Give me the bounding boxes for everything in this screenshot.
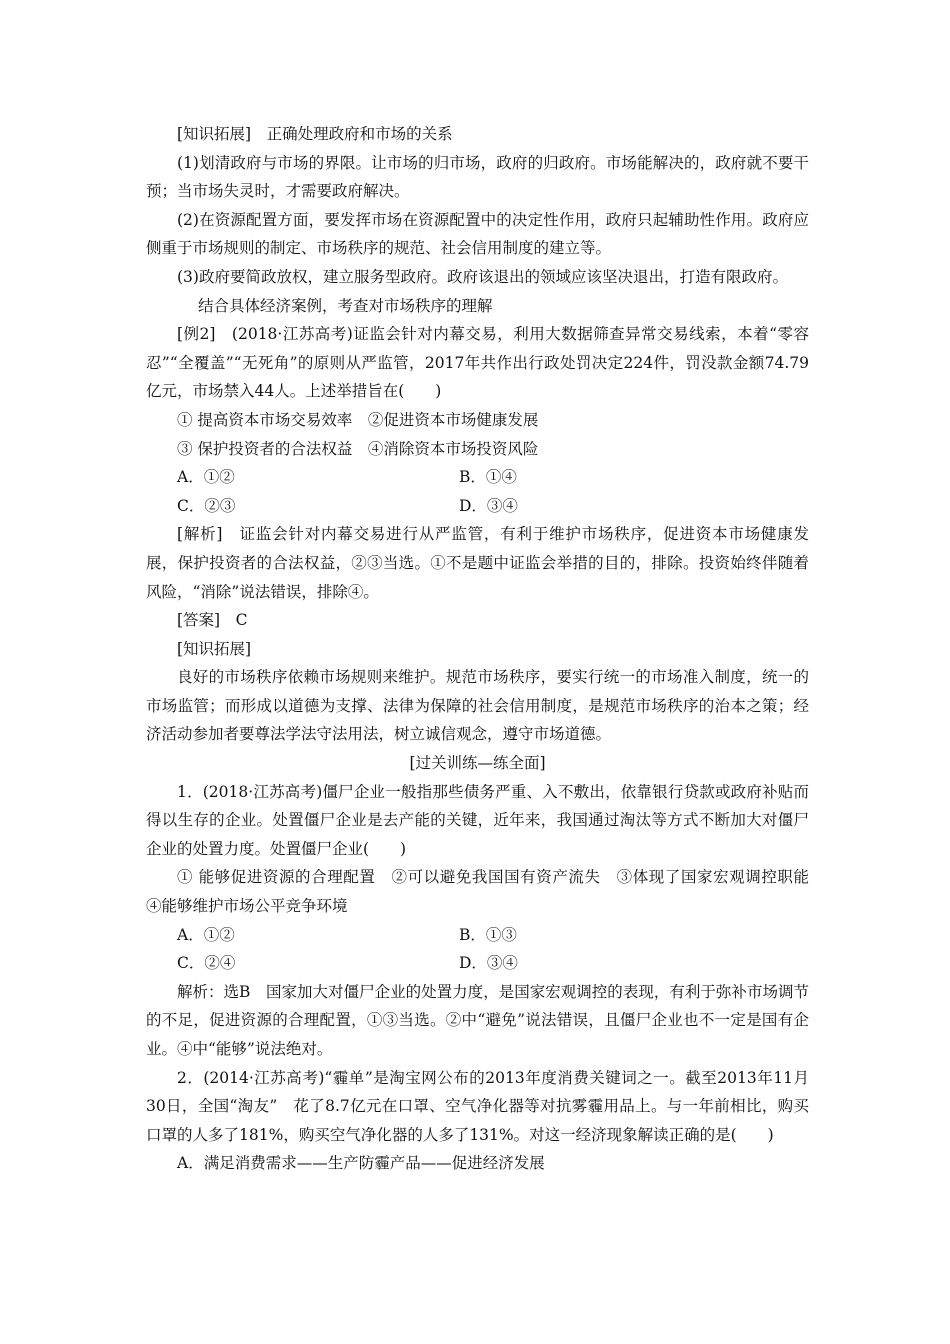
document-content	[146, 120, 825, 1178]
example-option-b: B．①④	[459, 468, 517, 487]
knowledge-item-3: (3)政府要简政放权，建立服务型政府。政府该退出的领域应该坚决退出，打造有限政府。	[177, 267, 788, 286]
example-stem: [例2] (2018·江苏高考)证监会针对内幕交易，利用大数据筛查异常交易线索，本着“零容忍”“全覆盖”“无死角”的原则从严监管，2017年共作出行政处罚决定224件，罚没款金额74.79亿元，市场禁入44人。上述举措旨在( )	[146, 325, 809, 401]
example-option-d: D．③④	[459, 496, 518, 515]
example-statements-2: ③ 保护投资者的合法权益 ④消除资本市场投资风险	[177, 439, 539, 458]
knowledge-extension-title: [知识拓展] 正确处理政府和市场的关系	[177, 125, 453, 143]
question-2-option-a: A．满足消费需求——生产防霾产品——促进经济发展	[177, 1154, 545, 1173]
knowledge-extension-2-title: [知识拓展]	[177, 639, 252, 658]
knowledge-item-2: (2)在资源配置方面，要发挥市场在资源配置中的决定性作用，政府只起辅助性作用。政府应侧重于市场规则的制定、市场秩序的规范、社会信用制度的建立等。	[146, 210, 809, 258]
example-analysis: [解析] 证监会针对内幕交易进行从严监管，有利于维护市场秩序，促进资本市场健康发展，保护投资者的合法权益，②③当选。①不是题中证监会举措的目的，排除。投资始终伴随着风险，“消除”说法错误，排除④。	[146, 525, 809, 601]
question-1-option-d: D．③④	[459, 954, 518, 973]
question-1-option-a: A．①②	[177, 925, 235, 944]
example-answer: [答案] C	[177, 611, 248, 630]
knowledge-item-1: (1)划清政府与市场的界限。让市场的归市场，政府的归政府。市场能解决的，政府就不要干预；当市场失灵时，才需要政府解决。	[146, 153, 809, 201]
question-2-stem: 2．(2014·江苏高考)“霾单”是淘宝网公布的2013年度消费关键词之一。截至2013年11月30日，全国“淘友” 花了8.7亿元在口罩、空气净化器等对抗雾霾用品上。与一年前相比，购买口罩的人多了181%，购买空气净化器的人多了131%。对这一经济现象解读正确的是( )	[146, 1068, 809, 1144]
question-1-stem: 1．(2018·江苏高考)僵尸企业一般指那些债务严重、入不敷出，依靠银行贷款或政府补贴而得以生存的企业。处置僵尸企业是去产能的关键，近年来，我国通过淘汰等方式不断加大对僵尸企业的处置力度。处置僵尸企业( )	[146, 782, 809, 858]
question-1-statements: ① 能够促进资源的合理配置 ②可以避免我国国有资产流失 ③体现了国家宏观调控职能 ④能够维护市场公平竞争环境	[146, 868, 825, 916]
example-option-c: C．②③	[177, 496, 236, 515]
example-options-row-2	[146, 492, 809, 521]
question-1-analysis: 解析：选B 国家加大对僵尸企业的处置力度，是国家宏观调控的表现，有利于弥补市场调节的不足，促进资源的合理配置，①③当选。②中“避免”说法错误，且僵尸企业也不一定是国有企业。④中“能够”说法绝对。	[146, 982, 809, 1058]
question-1-option-c: C．②④	[177, 954, 236, 973]
topic-heading: 结合具体经济案例，考查对市场秩序的理解	[198, 296, 493, 315]
question-1-options-row-2	[146, 949, 809, 978]
knowledge-extension-2-body: 良好的市场秩序依赖市场规则来维护。规范市场秩序，要实行统一的市场准入制度，统一的市场监管；而形成以道德为支撑、法律为保障的社会信用制度，是规范市场秩序的治本之策；经济活动参加者要尊法学法守法用法，树立诚信观念，遵守市场道德。	[146, 668, 809, 744]
example-options-row-1	[146, 463, 809, 492]
example-statements-1: ① 提高资本市场交易效率 ②促进资本市场健康发展	[177, 410, 539, 429]
question-1-option-b: B．①③	[459, 925, 517, 944]
practice-heading: [过关训练—练全面]	[409, 754, 546, 773]
example-option-a: A．①②	[177, 468, 235, 487]
question-1-options-row-1	[146, 921, 809, 950]
